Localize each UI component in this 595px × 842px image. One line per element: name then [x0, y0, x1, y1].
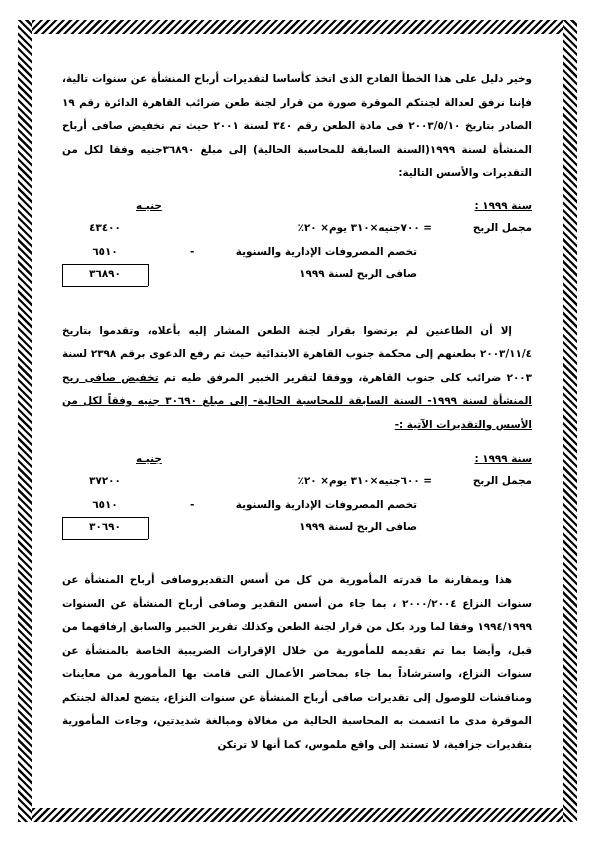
paragraph-1: وخير دليل على هذا الخطأ الفادح الذى اتخذ كأساسا لتقديرات أرباح المنشأة عن سنوات تالية، فإننا نرفق لعدالة لجنتكم الموقرة صورة من قرار لجنة طعن ضرائب القاهرة الدائرة رقم ١٩ الصادر بتاريخ ٢٠٠٣/٥/١٠ فى مادة الطعن رقم ٣٤٠ لسنة ٢٠٠١ حيث تم تخفيض صافى أرباح المنشأة لسنة ١٩٩٩(السنة السابقة للمحاسبة الحالية) إلى مبلغ ٣٦٨٩٠جنيه وفقا لكل من التقديرات والأسس التالية: [62, 73, 532, 179]
calc2-sum-line-top [62, 517, 148, 518]
calc1-sum-line-bottom [62, 286, 148, 287]
calc1-box-left [62, 264, 63, 286]
calc1-sum-line-top [62, 264, 148, 265]
calc2-year-label: سنة ١٩٩٩ : [474, 453, 532, 465]
calc1-net-value: ٣٦٨٩٠ [89, 267, 121, 280]
page-content [62, 68, 532, 757]
calc2-deduct-sign: - [190, 499, 195, 511]
calc1-box-right [148, 264, 149, 286]
calc2-box-left [62, 517, 63, 539]
calc2-gross-label: مجمل الربح [472, 475, 532, 487]
calc1-gross-value: ٤٣٤٠٠ [89, 221, 121, 234]
calc-table-2 [62, 449, 532, 569]
calc2-unit-label: جنيـه [136, 453, 162, 465]
calc2-net-value: ٣٠٦٩٠ [89, 521, 121, 533]
page-border-bottom [18, 808, 577, 822]
paragraph-2-underlined: تخفيض صافى ربح المنشأة لسنة ١٩٩٩- السنة السابقة للمحاسبة الحالية- إلى مبلغ ٣٠٦٩٠ جنيه وفقاً لكل من الأسس والتقديرات الآتية :- [62, 371, 532, 431]
page-border-top [18, 20, 577, 34]
calc2-gross-formula: = ٦٠٠جنيه×٣١٠ يوم× ٢٠٪ [297, 475, 432, 487]
calc1-deduct-sign: - [190, 245, 195, 258]
calc1-gross-formula: = ٧٠٠جنيه×٣١٠ يوم× ٢٠٪ [297, 221, 432, 234]
calc1-deduct-value: ٦٥١٠ [92, 245, 118, 258]
calc2-deduct-value: ٦٥١٠ [92, 499, 118, 511]
calc1-unit-label: جنيـه [136, 199, 162, 212]
calc2-sum-line-bottom [62, 539, 148, 540]
calc1-year-label: سنة ١٩٩٩ : [474, 199, 532, 212]
page-border-left [18, 20, 32, 822]
paragraph-3: هذا وبمقارنة ما قدرته المأمورية من كل من أسس التقديروصافى أرباح المنشأة عن سنوات النزاع ٢٠٠٠/٢٠٠٤ ، بما جاء من أسس التقدير وصافى أرباح المنشأة عن السنوات ١٩٩٤/١٩٩٩ وفقا لما ورد بكل من قرار لجنة الطعن وكذلك تقرير الخبير والسابق إرفاقهما من قبل، وأيضا بما تم تقديمه للمأمورية من خلال الإقرارات الضريبية الخاصة بالمنشأة عن سنوات النزاع، واسترشاداً بما جاء بمحاضر الأعمال التى قامت بها المأمورية من معاينات ومناقشات للوصول إلى تقديرات صافى أرباح المنشأة عن سنوات النزاع، يتضح لعدالة لجنتكم الموقرة مدى ما اتسمت به المحاسبة الحالية من مغالاة ومبالغة شديدتين، وجاءت المأمورية بتقديرات جزافية، لا تستند إلى واقع ملموس، كما أنها لا ترتكن [62, 574, 532, 751]
calc2-box-right [148, 517, 149, 539]
calc2-gross-value: ٣٧٢٠٠ [89, 475, 121, 487]
calc2-net-label: صافى الربح لسنة ١٩٩٩ [299, 521, 417, 533]
page-border-right [563, 20, 577, 822]
paragraph-2 [62, 320, 532, 438]
calc-table-1 [62, 196, 532, 316]
paragraph-2-text: إلا أن الطاعنين لم يرتضوا بقرار لجنة الطعن المشار إليه بأعلاه، وتقدموا بتاريخ ٢٠٠٣/١١/٤ بطعنهم إلى محكمة جنوب القاهرة الابتدائية حيث تم رفع الدعوى برقم ٢٣٩٨ لسنة ٢٠٠٣ ضرائب كلى جنوب القاهرة، ووفقا لتقرير الخبير المرفق طيه تم [62, 324, 532, 384]
calc1-deduct-label: تخصم المصروفات الإدارية والسنوية [235, 245, 417, 258]
calc1-gross-label: مجمل الربح [472, 221, 532, 234]
calc1-net-label: صافى الربح لسنة ١٩٩٩ [299, 267, 417, 280]
calc2-deduct-label: تخصم المصروفات الإدارية والسنوية [235, 499, 417, 511]
